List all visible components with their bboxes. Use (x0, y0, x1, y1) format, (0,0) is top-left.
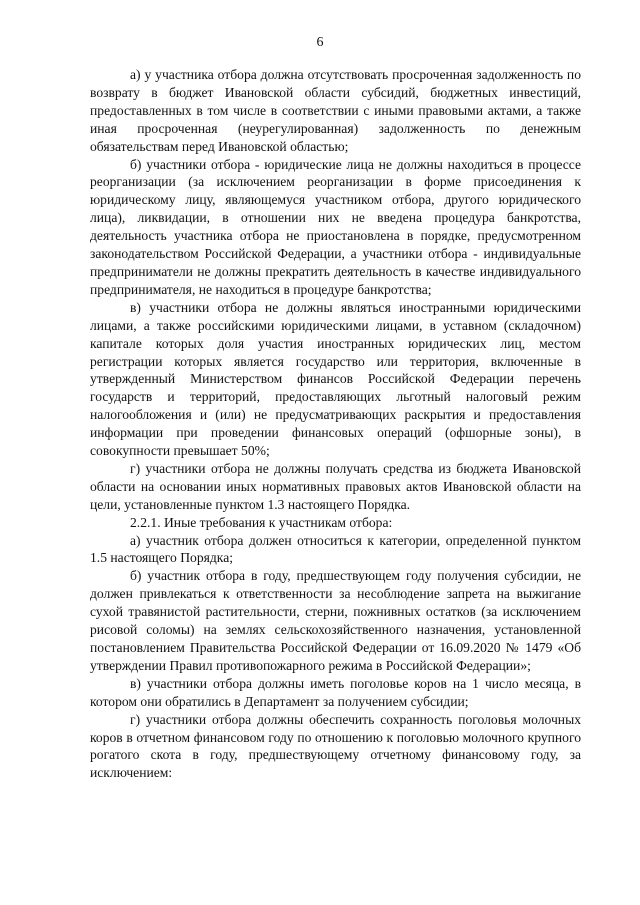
document-body (90, 66, 581, 782)
paragraph-section-2-2-1: 2.2.1. Иные требования к участникам отбора: (130, 514, 393, 530)
paragraph-requirement-g: г) участники отбора не должны получать средства из бюджета Ивановской области на основании иных нормативных правовых актов Ивановской области на цели, установленные пунктом 1.3 настоящего Порядка. (90, 460, 581, 512)
paragraph-other-requirement-a: а) участник отбора должен относиться к категории, определенной пунктом 1.5 настоящего Порядка; (90, 532, 581, 566)
paragraph-other-requirement-g: г) участники отбора должны обеспечить сохранность поголовья молочных коров в отчетном финансовом году по отношению к поголовью молочного крупного рогатого скота в году, предшествующему отчетному финансовому году, за исключением: (90, 711, 581, 781)
paragraph-requirement-b: б) участники отбора - юридические лица не должны находиться в процессе реорганизации (за исключением реорганизации в форме присоединения к юридическому лицу, являющемуся участником отбора, другого юридического лица), ликвидации, в отношении них не введена процедура банкротства, деятельность участника отбора не приостановлена в порядке, предусмотренном законодательством Российской Федерации, а участники отбора - индивидуальные предприниматели не должны прекратить деятельность в качестве индивидуального предпринимателя, не находиться в процедуре банкротства; (90, 156, 581, 297)
paragraph-other-requirement-b: б) участник отбора в году, предшествующем году получения субсидии, не должен привлекаться к ответственности за несоблюдение запрета на выжигание сухой травянистой растительности, стерни, пожнивных остатков (за исключением рисовой соломы) на землях сельскохозяйственного назначения, установленной постановлением Правительства Российской Федерации от 16.09.2020 № 1479 «Об утверждении Правил противопожарного режима в Российской Федерации»; (90, 568, 581, 673)
page-number: 6 (316, 35, 324, 50)
paragraph-requirement-a: а) у участника отбора должна отсутствовать просроченная задолженность по возврату в бюджет Ивановской области субсидий, бюджетных инвестиций, предоставленных в том числе в соответствии с иными правовыми актами, а также иная просроченная (неурегулированная) задолженность по денежным обязательствам перед Ивановской областью; (90, 67, 581, 154)
paragraph-requirement-v: в) участники отбора не должны являться иностранными юридическими лицами, а также российскими юридическими лицами, в уставном (складочном) капитале которых доля участия иностранных юридических лиц, местом регистрации которых является государство или территория, включенные в утвержденный Министерством финансов Российской Федерации перечень государств и территорий, предоставляющих льготный налоговый режим налогообложения и (или) не предусматривающих раскрытия и предоставления информации при проведении финансовых операций (офшорные зоны), в совокупности превышает 50%; (90, 299, 581, 459)
paragraph-other-requirement-v: в) участники отбора должны иметь поголовье коров на 1 число месяца, в котором они обратились в Департамент за получением субсидии; (90, 675, 581, 709)
